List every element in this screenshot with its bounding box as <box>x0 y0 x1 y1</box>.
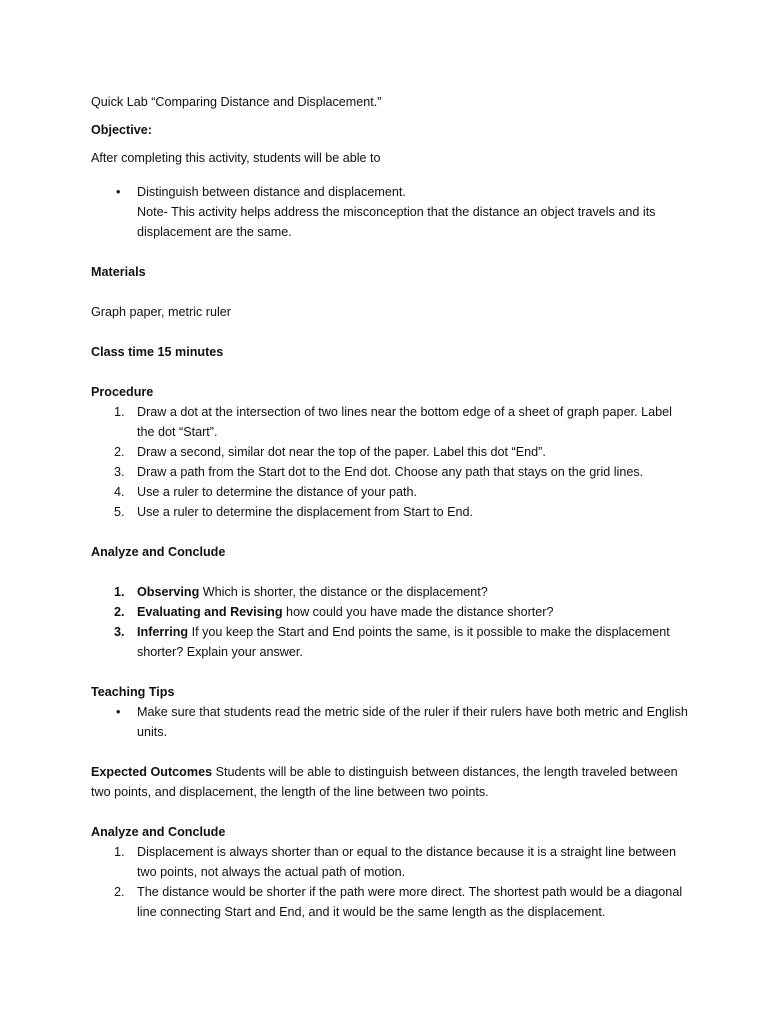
answer-text: The distance would be shorter if the path were more direct. The shortest path would be a diagonal line connecting Start and End, and it would be the same length as the displacement. <box>137 885 683 919</box>
list-item <box>91 622 691 662</box>
list-item <box>91 402 691 442</box>
procedure-list <box>91 402 691 522</box>
question-text: If you keep the Start and End points the same, is it possible to make the displacement shorter? Explain your answer. <box>137 625 670 659</box>
procedure-step-text: Draw a dot at the intersection of two lines near the bottom edge of a sheet of graph paper. Label the dot “Start”. <box>137 405 672 439</box>
procedure-step-text: Draw a path from the Start dot to the End dot. Choose any path that stays on the grid lines. <box>137 465 644 479</box>
procedure-step-text: Use a ruler to determine the distance of your path. <box>137 485 418 499</box>
list-number: 1. <box>114 585 125 599</box>
objective-list <box>91 182 691 242</box>
list-item <box>91 462 691 482</box>
answer-text: Displacement is always shorter than or equal to the distance because it is a straight line between two points, not always the actual path of motion. <box>137 845 677 879</box>
class-time: Class time 15 minutes <box>91 345 224 359</box>
procedure-step-text: Use a ruler to determine the displacement from Start to End. <box>137 505 473 519</box>
objective-heading: Objective: <box>91 123 152 137</box>
list-number: 1. <box>114 845 125 859</box>
procedure-step-text: Draw a second, similar dot near the top of the paper. Label this dot “End”. <box>137 445 546 459</box>
objective-bullet-main: Distinguish between distance and displacement. <box>137 185 406 199</box>
teaching-tip-text: Make sure that students read the metric side of the ruler if their rulers have both metric and English units. <box>137 705 688 739</box>
expected-outcomes-label: Expected Outcomes <box>91 765 213 779</box>
teaching-tips-list <box>91 702 691 742</box>
list-item <box>91 702 691 742</box>
question-label: Evaluating and Revising <box>137 605 283 619</box>
list-item <box>91 602 691 622</box>
list-number: 2. <box>114 445 125 459</box>
list-number: 4. <box>114 485 125 499</box>
bullet-marker: • <box>116 705 121 719</box>
list-item <box>91 582 691 602</box>
objective-bullet-note: Note- This activity helps address the misconception that the distance an object travels and its displacement are the same. <box>137 205 656 239</box>
materials-text: Graph paper, metric ruler <box>91 305 231 319</box>
objective-intro: After completing this activity, students will be able to <box>91 151 381 165</box>
expected-outcomes <box>91 762 691 802</box>
list-number: 2. <box>114 605 125 619</box>
procedure-heading: Procedure <box>91 385 154 399</box>
list-item <box>91 482 691 502</box>
answers-list <box>91 842 691 922</box>
document-page <box>91 92 691 922</box>
list-item <box>91 842 691 882</box>
list-number: 3. <box>114 625 125 639</box>
materials-heading: Materials <box>91 265 146 279</box>
analyze-heading: Analyze and Conclude <box>91 545 226 559</box>
bullet-marker: • <box>116 185 121 199</box>
list-item <box>91 442 691 462</box>
document-title: Quick Lab “Comparing Distance and Displacement.” <box>91 95 382 109</box>
analyze-list <box>91 582 691 662</box>
question-label: Inferring <box>137 625 189 639</box>
question-text: Which is shorter, the distance or the displacement? <box>199 585 488 599</box>
expected-outcomes-text: Students will be able to distinguish between distances, the length traveled between two points, and displacement, the length of the line between two points. <box>91 765 678 799</box>
list-item <box>91 182 691 242</box>
list-number: 3. <box>114 465 125 479</box>
question-text: how could you have made the distance shorter? <box>282 605 554 619</box>
list-number: 1. <box>114 405 125 419</box>
teaching-tips-heading: Teaching Tips <box>91 685 175 699</box>
list-number: 2. <box>114 885 125 899</box>
answers-heading: Analyze and Conclude <box>91 825 226 839</box>
question-label: Observing <box>137 585 200 599</box>
list-item <box>91 502 691 522</box>
list-number: 5. <box>114 505 125 519</box>
list-item <box>91 882 691 922</box>
